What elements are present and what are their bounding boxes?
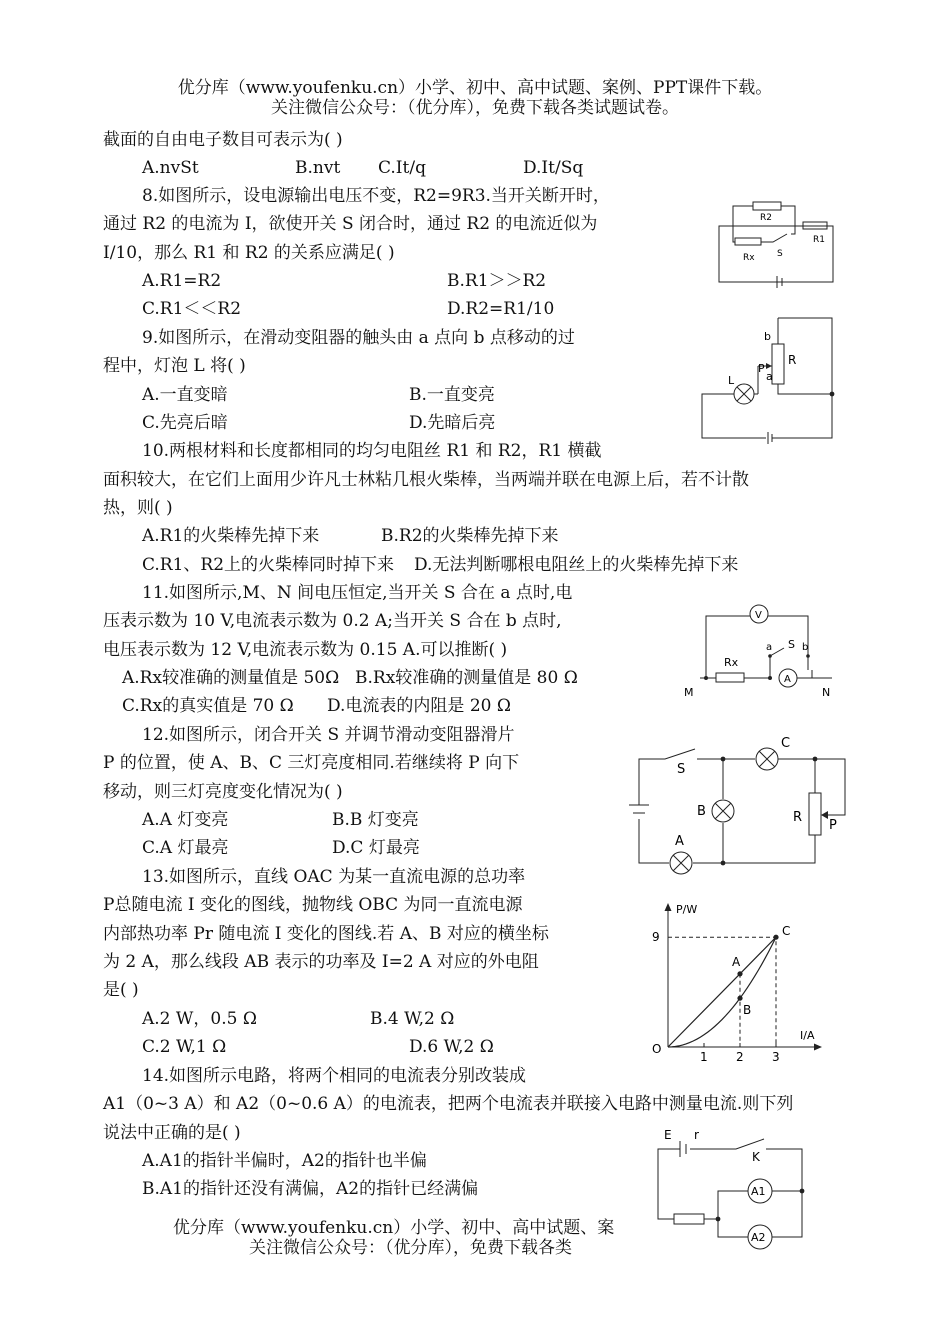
q9-fig-r: R bbox=[788, 353, 797, 367]
q10-line-3: 热，则( ) bbox=[103, 498, 173, 518]
chart-y-label: P/W bbox=[676, 903, 698, 916]
q14-line-3: 说法中正确的是( ) bbox=[103, 1123, 241, 1143]
q10-option-b: B.R2的火柴棒先掉下来 bbox=[381, 526, 559, 546]
q8-line-1: 8.如图所示，设电源输出电压不变，R2=9R3.当开关断开时， bbox=[142, 186, 610, 206]
q9-fig-l: L bbox=[728, 374, 735, 387]
x-tick-label-3: 3 bbox=[772, 1050, 780, 1064]
q11-line-1: 11.如图所示,M、N 间电压恒定,当开关 S 合在 a 点时,电 bbox=[142, 583, 573, 603]
q11-fig-s: S bbox=[788, 638, 795, 651]
q9-circuit-diagram bbox=[700, 318, 838, 442]
chart-origin-label: O bbox=[652, 1042, 662, 1056]
q12-line-1: 12.如图所示，闭合开关 S 并调节滑动变阻器滑片 bbox=[142, 725, 515, 745]
q11-fig-ammeter: A bbox=[784, 674, 791, 685]
q11-fig-rx: Rx bbox=[724, 656, 739, 669]
x-tick-label-2: 2 bbox=[736, 1050, 744, 1064]
point-label-a: A bbox=[732, 954, 741, 969]
q8-fig-r1: R1 bbox=[813, 235, 825, 245]
q8-option-a: A.R1=R2 bbox=[142, 271, 222, 291]
footer-line-1: 优分库（www.youfenku.cn）小学、初中、高中试题、案 bbox=[173, 1218, 615, 1238]
q8-line-3: I/10，那么 R1 和 R2 的关系应满足( ) bbox=[103, 243, 395, 263]
q12-circuit-diagram bbox=[625, 735, 850, 875]
q14-fig-a1: A1 bbox=[751, 1185, 766, 1198]
q9-option-b: B.一直变亮 bbox=[409, 385, 495, 405]
q14-fig-k: K bbox=[752, 1150, 760, 1164]
q14-fig-e: E bbox=[664, 1128, 672, 1142]
q14-fig-r: r bbox=[694, 1128, 699, 1142]
q7-text: 截面的自由电子数目可表示为( ) bbox=[103, 130, 343, 150]
q10-line-2: 面积较大，在它们上面用少许凡士林粘几根火柴棒，当两端并联在电源上后，若不计散 bbox=[103, 470, 749, 490]
q10-line-1: 10.两根材料和长度都相同的均匀电阻丝 R1 和 R2，R1 横截 bbox=[142, 441, 602, 461]
q12-fig-c: C bbox=[781, 736, 791, 751]
q12-fig-a: A bbox=[675, 834, 684, 849]
q13-power-current-chart bbox=[640, 895, 840, 1070]
q11-fig-n: N bbox=[822, 686, 831, 699]
series-oac bbox=[668, 937, 776, 1047]
q12-option-d: D.C 灯最亮 bbox=[332, 838, 420, 858]
q12-line-3: 移动，则三灯亮度变化情况为( ) bbox=[103, 782, 343, 802]
q11-option-a: A.Rx较准确的测量值是 50Ω bbox=[122, 668, 340, 688]
q9-option-a: A.一直变暗 bbox=[142, 385, 228, 405]
q13-option-d: D.6 W,2 Ω bbox=[409, 1037, 494, 1057]
q12-line-2: P 的位置，使 A、B、C 三灯亮度相同.若继续将 P 向下 bbox=[103, 753, 520, 773]
q10-option-a: A.R1的火柴棒先掉下来 bbox=[142, 526, 320, 546]
q12-fig-s: S bbox=[677, 762, 686, 777]
q7-option-c: C.It/q bbox=[378, 158, 426, 178]
q9-line-1: 9.如图所示，在滑动变阻器的触头由 a 点向 b 点移动的过 bbox=[142, 328, 575, 348]
q9-line-2: 程中，灯泡 L 将( ) bbox=[103, 356, 246, 376]
q13-line-1: 13.如图所示，直线 OAC 为某一直流电源的总功率 bbox=[142, 867, 526, 887]
q12-fig-b: B bbox=[697, 804, 706, 819]
q12-option-b: B.B 灯变亮 bbox=[332, 810, 419, 830]
q11-circuit-diagram bbox=[680, 600, 850, 700]
y-tick-label-9: 9 bbox=[652, 930, 660, 945]
q11-line-3: 电压表示数为 12 V,电流表示数为 0.15 A.可以推断( ) bbox=[103, 640, 508, 660]
q14-fig-a2: A2 bbox=[751, 1231, 766, 1244]
q11-fig-m: M bbox=[684, 686, 694, 699]
header-line-2: 关注微信公众号：（优分库），免费下载各类试题试卷。 bbox=[271, 98, 679, 118]
q14-line-1: 14.如图所示电路，将两个相同的电流表分别改装成 bbox=[142, 1066, 527, 1086]
q8-line-2: 通过 R2 的电流为 I，欲使开关 S 闭合时，通过 R2 的电流近似为 bbox=[103, 214, 598, 234]
point-label-b: B bbox=[743, 1003, 752, 1018]
point-label-c: C bbox=[782, 924, 791, 939]
x-tick-label-1: 1 bbox=[700, 1050, 708, 1064]
q7-option-b: B.nvt bbox=[295, 158, 341, 178]
footer-line-2: 关注微信公众号：（优分库），免费下载各类 bbox=[249, 1238, 572, 1258]
q13-option-b: B.4 W,2 Ω bbox=[370, 1009, 455, 1029]
q12-fig-p: P bbox=[829, 818, 837, 833]
q13-line-4: 为 2 A，那么线段 AB 表示的功率及 I=2 A 对应的外电阻 bbox=[103, 952, 539, 972]
q8-fig-rx: Rx bbox=[743, 253, 755, 263]
q11-option-c: C.Rx的真实值是 70 Ω bbox=[122, 696, 294, 716]
q8-option-b: B.R1＞＞R2 bbox=[447, 271, 547, 291]
q14-option-b: B.A1的指针还没有满偏，A2的指针已经满偏 bbox=[142, 1179, 479, 1199]
q11-line-2: 压表示数为 10 V,电流表示数为 0.2 A;当开关 S 合在 b 点时, bbox=[103, 611, 562, 631]
q12-fig-r: R bbox=[793, 810, 803, 825]
q9-fig-p: P bbox=[758, 362, 765, 375]
q7-option-a: A.nvSt bbox=[142, 158, 199, 178]
q12-option-a: A.A 灯变亮 bbox=[142, 810, 229, 830]
q9-fig-b: b bbox=[764, 330, 771, 343]
q11-fig-v: V bbox=[755, 610, 762, 621]
q11-fig-a: a bbox=[766, 642, 773, 653]
q7-option-d: D.It/Sq bbox=[523, 158, 584, 178]
q9-option-d: D.先暗后亮 bbox=[409, 413, 496, 433]
q8-option-d: D.R2=R1/10 bbox=[447, 299, 555, 319]
chart-x-label: I/A bbox=[800, 1029, 815, 1042]
q10-option-c: C.R1、R2上的火柴棒同时掉下来 bbox=[142, 555, 395, 575]
q14-line-2: A1（0~3 A）和 A2（0~0.6 A）的电流表，把两个电流表并联接入电路中测量电流.则下列 bbox=[103, 1094, 794, 1114]
point-c bbox=[773, 935, 778, 940]
q11-fig-b: b bbox=[802, 642, 809, 653]
q13-option-c: C.2 W,1 Ω bbox=[142, 1037, 227, 1057]
q12-option-c: C.A 灯最亮 bbox=[142, 838, 229, 858]
point-a bbox=[737, 971, 742, 976]
q11-option-d: D.电流表的内阻是 20 Ω bbox=[327, 696, 511, 716]
q8-fig-r2: R2 bbox=[760, 213, 772, 223]
q13-line-2: P总随电流 I 变化的图线，抛物线 OBC 为同一直流电源 bbox=[103, 895, 523, 915]
q9-fig-a: a bbox=[766, 370, 773, 383]
q13-line-5: 是( ) bbox=[103, 980, 139, 1000]
q8-option-c: C.R1＜＜R2 bbox=[142, 299, 242, 319]
q8-circuit-diagram bbox=[715, 198, 855, 290]
point-b bbox=[737, 996, 742, 1001]
q13-line-3: 内部热功率 Pr 随电流 I 变化的图线.若 A、B 对应的横坐标 bbox=[103, 924, 549, 944]
q14-option-a: A.A1的指针半偏时，A2的指针也半偏 bbox=[142, 1151, 427, 1171]
q8-fig-s: S bbox=[777, 249, 783, 259]
header-line-1: 优分库（www.youfenku.cn）小学、初中、高中试题、案例、PPT课件下载。 bbox=[177, 78, 773, 98]
q10-option-d: D.无法判断哪根电阻丝上的火柴棒先掉下来 bbox=[414, 555, 739, 575]
q14-circuit-diagram bbox=[648, 1125, 818, 1255]
q9-option-c: C.先亮后暗 bbox=[142, 413, 228, 433]
q13-option-a: A.2 W，0.5 Ω bbox=[142, 1009, 257, 1029]
q11-option-b: B.Rx较准确的测量值是 80 Ω bbox=[355, 668, 578, 688]
